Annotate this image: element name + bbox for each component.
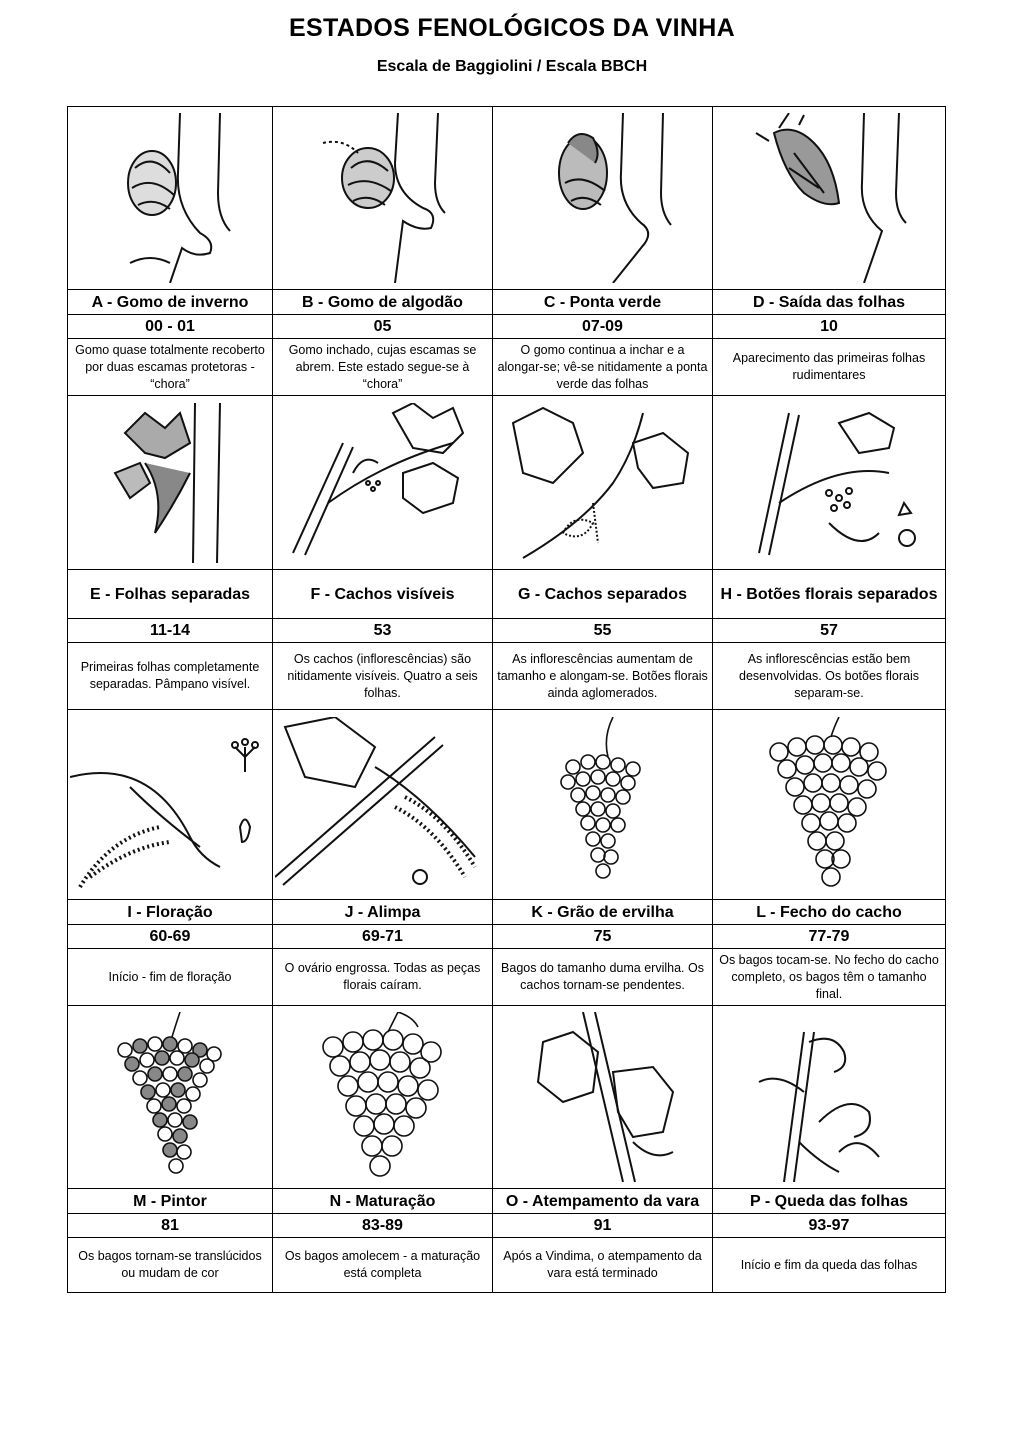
stage-illustration-cell bbox=[273, 107, 493, 290]
stage-description: As inflorescências aumentam de tamanho e alongam-se. Botões florais ainda aglomerados. bbox=[493, 643, 713, 710]
woolly-bud-illustration bbox=[303, 113, 463, 283]
stage-name-row bbox=[68, 570, 946, 619]
flower-buds-illustration bbox=[729, 403, 929, 563]
page-title: ESTADOS FENOLÓGICOS DA VINHA bbox=[289, 14, 735, 42]
stage-description: Após a Vindima, o atempamento da vara está terminado bbox=[493, 1238, 713, 1293]
phenology-table bbox=[67, 106, 946, 1293]
stage-illustration-cell bbox=[713, 107, 946, 290]
bbch-code: 83-89 bbox=[273, 1214, 493, 1238]
separated-clusters-illustration bbox=[503, 403, 703, 563]
bbch-code: 10 bbox=[713, 315, 946, 339]
bbch-code: 11-14 bbox=[68, 619, 273, 643]
bbch-code: 69-71 bbox=[273, 925, 493, 949]
stage-illustration-cell bbox=[713, 396, 946, 570]
stage-description-row bbox=[68, 339, 946, 396]
bbch-code: 53 bbox=[273, 619, 493, 643]
page-subtitle: Escala de Baggiolini / Escala BBCH bbox=[376, 58, 648, 75]
dormant-bud-illustration bbox=[90, 113, 250, 283]
leaf-emergence-illustration bbox=[744, 113, 914, 283]
ripening-illustration bbox=[318, 1012, 448, 1182]
stage-description-row bbox=[68, 643, 946, 710]
stage-name: E - Folhas separadas bbox=[68, 570, 273, 619]
stage-illustration-cell bbox=[68, 1006, 273, 1189]
stage-description: Primeiras folhas completamente separadas. Pâmpano visível. bbox=[68, 643, 273, 710]
stage-name: H - Botões florais separados bbox=[713, 570, 946, 619]
stage-name: G - Cachos separados bbox=[493, 570, 713, 619]
bbch-code: 91 bbox=[493, 1214, 713, 1238]
bunch-closure-illustration bbox=[759, 717, 899, 892]
flowering-illustration bbox=[70, 717, 270, 892]
stage-name: D - Saída das folhas bbox=[713, 290, 946, 315]
stage-name: F - Cachos visíveis bbox=[273, 570, 493, 619]
pea-size-grapes-illustration bbox=[543, 717, 663, 892]
bbch-code-row bbox=[68, 925, 946, 949]
stage-description-row bbox=[68, 949, 946, 1006]
veraison-illustration bbox=[110, 1012, 230, 1182]
stage-name-row bbox=[68, 290, 946, 315]
stage-description: Aparecimento das primeiras folhas rudimentares bbox=[713, 339, 946, 396]
bbch-code-row bbox=[68, 619, 946, 643]
stage-description: O ovário engrossa. Todas as peças florais caíram. bbox=[273, 949, 493, 1006]
stage-description: Início - fim de floração bbox=[68, 949, 273, 1006]
stage-name: K - Grão de ervilha bbox=[493, 900, 713, 925]
stage-name-row bbox=[68, 1189, 946, 1214]
stage-description: Os bagos tornam-se translúcidos ou mudam de cor bbox=[68, 1238, 273, 1293]
stage-name: C - Ponta verde bbox=[493, 290, 713, 315]
illustration-row bbox=[68, 710, 946, 900]
bbch-code: 05 bbox=[273, 315, 493, 339]
bbch-code: 60-69 bbox=[68, 925, 273, 949]
illustration-row bbox=[68, 1006, 946, 1189]
stage-illustration-cell bbox=[273, 1006, 493, 1189]
stage-illustration-cell bbox=[493, 396, 713, 570]
cane-maturation-illustration bbox=[523, 1012, 683, 1182]
illustration-row bbox=[68, 107, 946, 290]
stage-name: P - Queda das folhas bbox=[713, 1189, 946, 1214]
stage-illustration-cell bbox=[493, 1006, 713, 1189]
stage-name-row bbox=[68, 900, 946, 925]
stage-name: B - Gomo de algodão bbox=[273, 290, 493, 315]
bbch-code: 93-97 bbox=[713, 1214, 946, 1238]
bbch-code: 55 bbox=[493, 619, 713, 643]
visible-clusters-illustration bbox=[283, 403, 483, 563]
stage-illustration-cell bbox=[68, 710, 273, 900]
bbch-code: 00 - 01 bbox=[68, 315, 273, 339]
illustration-row bbox=[68, 396, 946, 570]
stage-description-row bbox=[68, 1238, 946, 1293]
stage-description: Os cachos (inflorescências) são nitidamente visíveis. Quatro a seis folhas. bbox=[273, 643, 493, 710]
stage-illustration-cell bbox=[713, 1006, 946, 1189]
stage-name: L - Fecho do cacho bbox=[713, 900, 946, 925]
stage-illustration-cell bbox=[68, 107, 273, 290]
bbch-code: 07-09 bbox=[493, 315, 713, 339]
stage-illustration-cell bbox=[713, 710, 946, 900]
bbch-code: 57 bbox=[713, 619, 946, 643]
fruit-set-illustration bbox=[275, 717, 490, 892]
leaf-fall-illustration bbox=[749, 1012, 909, 1182]
leaves-separated-illustration bbox=[95, 403, 245, 563]
bbch-code: 77-79 bbox=[713, 925, 946, 949]
stage-description: Os bagos amolecem - a maturação está completa bbox=[273, 1238, 493, 1293]
bbch-code: 75 bbox=[493, 925, 713, 949]
stage-description: As inflorescências estão bem desenvolvidas. Os botões florais separam-se. bbox=[713, 643, 946, 710]
stage-description: Bagos do tamanho duma ervilha. Os cachos tornam-se pendentes. bbox=[493, 949, 713, 1006]
stage-description: Gomo inchado, cujas escamas se abrem. Este estado segue-se à “chora” bbox=[273, 339, 493, 396]
stage-description: O gomo continua a inchar e a alongar-se; vê-se nitidamente a ponta verde das folhas bbox=[493, 339, 713, 396]
stage-description: Os bagos tocam-se. No fecho do cacho completo, os bagos têm o tamanho final. bbox=[713, 949, 946, 1006]
green-tip-illustration bbox=[523, 113, 683, 283]
stage-illustration-cell bbox=[493, 107, 713, 290]
stage-illustration-cell bbox=[493, 710, 713, 900]
stage-description: Gomo quase totalmente recoberto por duas escamas protetoras - “chora” bbox=[68, 339, 273, 396]
bbch-code-row bbox=[68, 1214, 946, 1238]
stage-name: J - Alimpa bbox=[273, 900, 493, 925]
stage-illustration-cell bbox=[273, 710, 493, 900]
stage-name: I - Floração bbox=[68, 900, 273, 925]
stage-name: M - Pintor bbox=[68, 1189, 273, 1214]
stage-illustration-cell bbox=[68, 396, 273, 570]
bbch-code-row bbox=[68, 315, 946, 339]
stage-illustration-cell bbox=[273, 396, 493, 570]
bbch-code: 81 bbox=[68, 1214, 273, 1238]
stage-description: Início e fim da queda das folhas bbox=[713, 1238, 946, 1293]
stage-name: A - Gomo de inverno bbox=[68, 290, 273, 315]
stage-name: O - Atempamento da vara bbox=[493, 1189, 713, 1214]
stage-name: N - Maturação bbox=[273, 1189, 493, 1214]
